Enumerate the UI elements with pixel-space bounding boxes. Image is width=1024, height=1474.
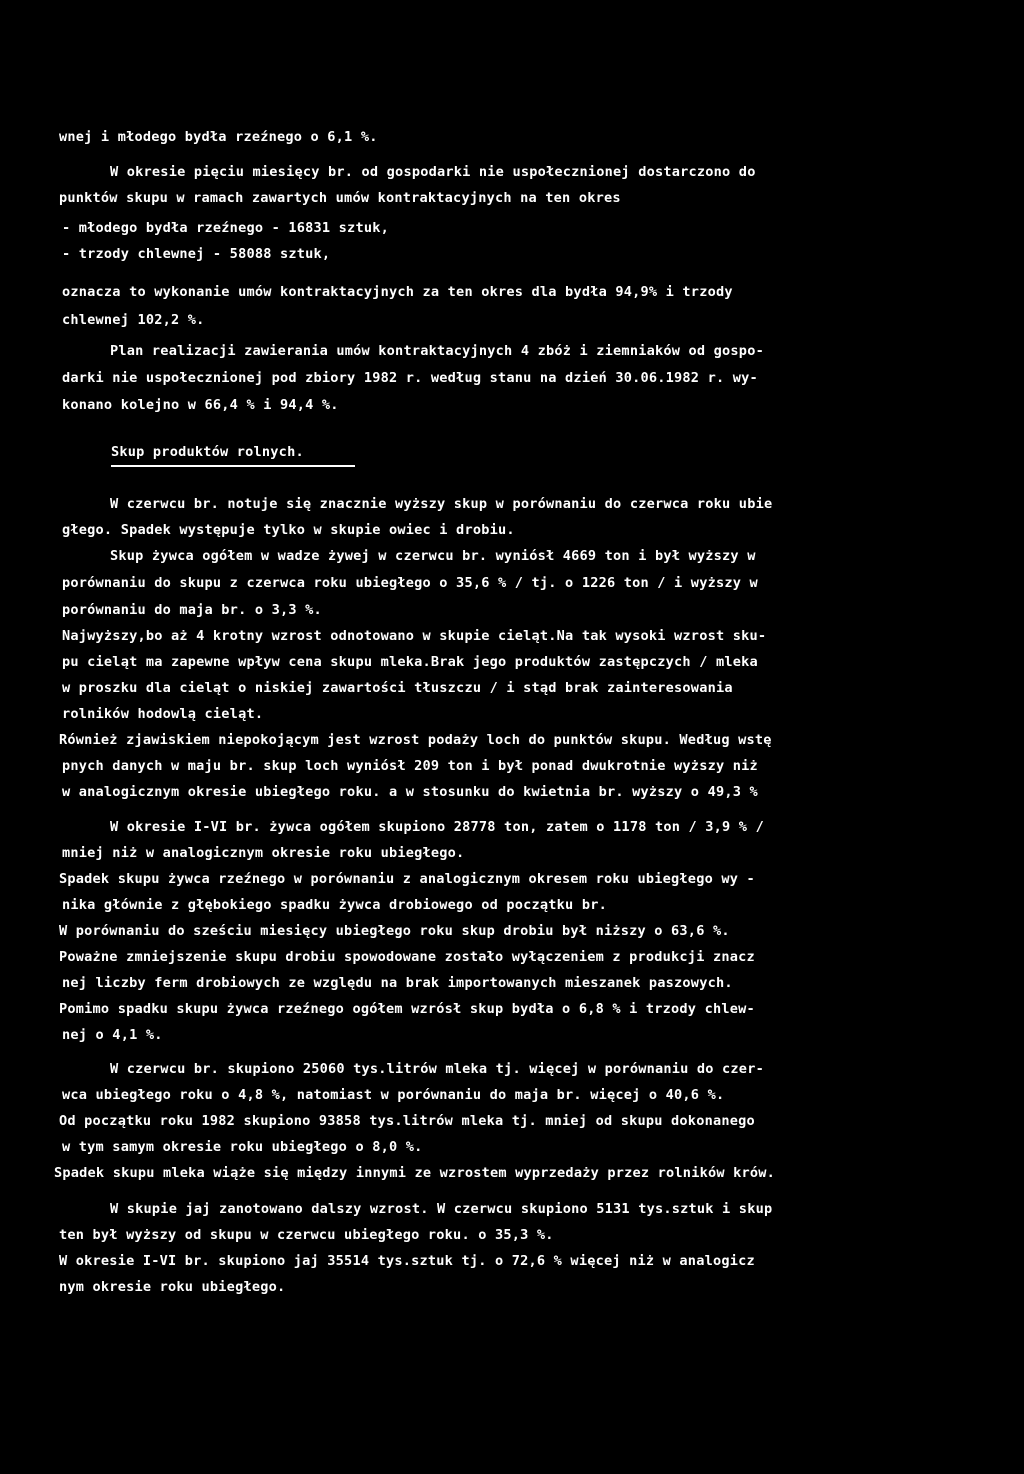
text-line: Spadek skupu mleka wiąże się między innymi ze wzrostem wyprzedaży przez rolników krów. [54, 1165, 776, 1181]
text-line: nej liczby ferm drobiowych ze względu na brak importowanych mieszanek paszowych. [62, 975, 733, 991]
text-line: konano kolejno w 66,4 % i 94,4 %. [62, 397, 339, 413]
text-line: Plan realizacji zawierania umów kontraktacyjnych 4 zbóż i ziemniaków od gospo- [110, 343, 764, 359]
text-line: w proszku dla cieląt o niskiej zawartości tłuszczu / i stąd brak zainteresowania [62, 680, 733, 696]
text-line: - młodego bydła rzeźnego - 16831 sztuk, [62, 220, 389, 236]
text-line: punktów skupu w ramach zawartych umów kontraktacyjnych na ten okres [59, 190, 621, 206]
text-line: nym okresie roku ubiegłego. [59, 1279, 286, 1295]
text-line: W skupie jaj zanotowano dalszy wzrost. W czerwcu skupiono 5131 tys.sztuk i skup [110, 1201, 773, 1217]
text-line: W okresie pięciu miesięcy br. od gospodarki nie uspołecznionej dostarczono do [110, 164, 756, 180]
text-line: nej o 4,1 %. [62, 1027, 163, 1043]
text-line: nika głównie z głębokiego spadku żywca drobiowego od początku br. [62, 897, 607, 913]
text-line: W okresie I-VI br. żywca ogółem skupiono 28778 ton, zatem o 1178 ton / 3,9 % / [110, 819, 764, 835]
text-line: Poważne zmniejszenie skupu drobiu spowodowane zostało wyłączeniem z produkcji znacz [59, 949, 755, 965]
text-line: Pomimo spadku skupu żywca rzeźnego ogółem wzrósł skup bydła o 6,8 % i trzody chlew- [59, 1001, 755, 1017]
text-line: oznacza to wykonanie umów kontraktacyjnych za ten okres dla bydła 94,9% i trzody [62, 284, 733, 300]
text-line: Spadek skupu żywca rzeźnego w porównaniu z analogicznym okresem roku ubiegłego wy - [59, 871, 755, 887]
text-line: Skup żywca ogółem w wadze żywej w czerwcu br. wyniósł 4669 ton i był wyższy w [110, 548, 756, 564]
text-line: rolników hodowlą cieląt. [62, 706, 264, 722]
text-line: W porównaniu do sześciu miesięcy ubiegłego roku skup drobiu był niższy o 63,6 %. [59, 923, 730, 939]
text-line: ten był wyższy od skupu w czerwcu ubiegłego roku. o 35,3 %. [59, 1227, 554, 1243]
text-line: W czerwcu br. notuje się znacznie wyższy skup w porównaniu do czerwca roku ubie [110, 496, 773, 512]
text-line: porównaniu do maja br. o 3,3 %. [62, 602, 322, 618]
text-line: chlewnej 102,2 %. [62, 312, 205, 328]
text-line: wca ubiegłego roku o 4,8 %, natomiast w porównaniu do maja br. więcej o 40,6 %. [62, 1087, 725, 1103]
text-line: w analogicznym okresie ubiegłego roku. a w stosunku do kwietnia br. wyższy o 49,3 % [62, 784, 758, 800]
text-line: porównaniu do skupu z czerwca roku ubiegłego o 35,6 % / tj. o 1226 ton / i wyższy w [62, 575, 758, 591]
text-line: wnej i młodego bydła rzeźnego o 6,1 %. [59, 129, 378, 145]
text-line: mniej niż w analogicznym okresie roku ubiegłego. [62, 845, 465, 861]
text-line: głego. Spadek występuje tylko w skupie owiec i drobiu. [62, 522, 515, 538]
text-line: pu cieląt ma zapewne wpływ cena skupu mleka.Brak jego produktów zastępczych / mleka [62, 654, 758, 670]
text-line: Również zjawiskiem niepokojącym jest wzrost podaży loch do punktów skupu. Według wstę [59, 732, 772, 748]
text-line: - trzody chlewnej - 58088 sztuk, [62, 246, 331, 262]
text-line: darki nie uspołecznionej pod zbiory 1982 r. według stanu na dzień 30.06.1982 r. wy- [62, 370, 758, 386]
heading-underline [111, 465, 355, 467]
section-heading: Skup produktów rolnych. [111, 444, 304, 460]
text-line: W okresie I-VI br. skupiono jaj 35514 tys.sztuk tj. o 72,6 % więcej niż w analogicz [59, 1253, 755, 1269]
text-line: w tym samym okresie roku ubiegłego o 8,0 %. [62, 1139, 423, 1155]
text-line: Najwyższy,bo aż 4 krotny wzrost odnotowano w skupie cieląt.Na tak wysoki wzrost sku- [62, 628, 767, 644]
text-line: Od początku roku 1982 skupiono 93858 tys.litrów mleka tj. mniej od skupu dokonanego [59, 1113, 755, 1129]
text-line: pnych danych w maju br. skup loch wyniósł 209 ton i był ponad dwukrotnie wyższy niż [62, 758, 758, 774]
text-line: W czerwcu br. skupiono 25060 tys.litrów mleka tj. więcej w porównaniu do czer- [110, 1061, 764, 1077]
